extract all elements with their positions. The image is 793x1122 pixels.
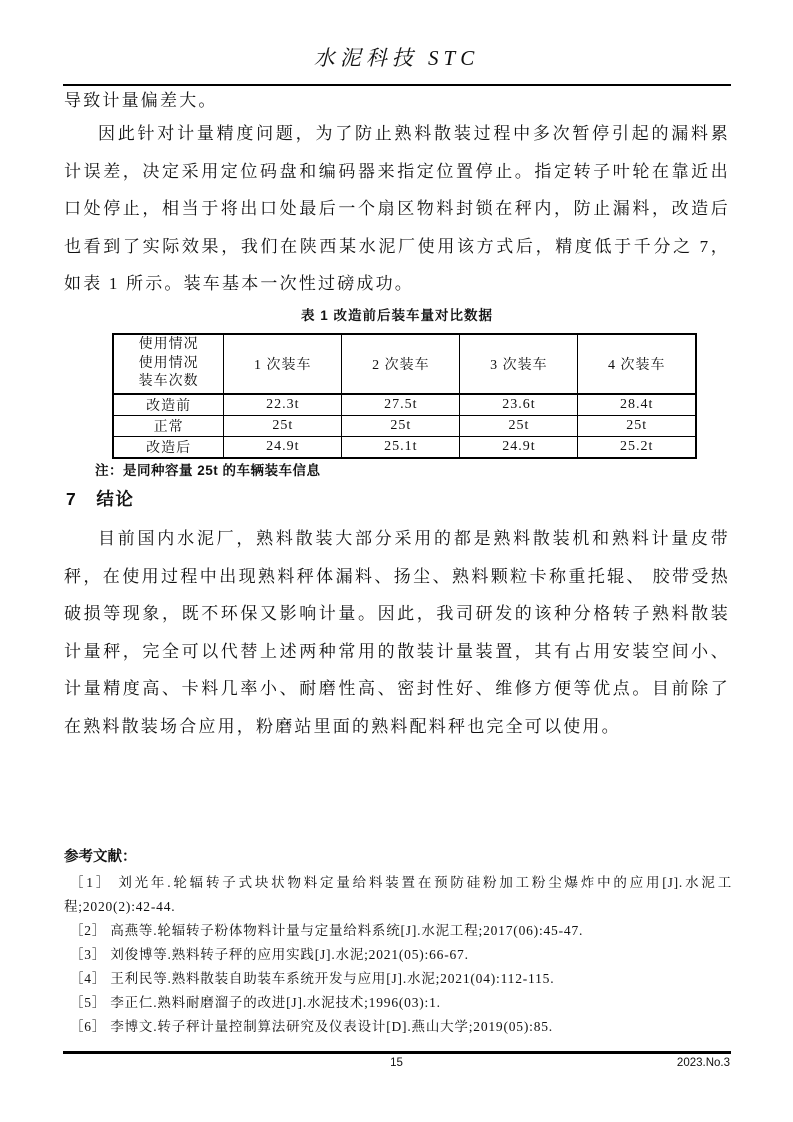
header-line: 使用情况 (138, 355, 199, 371)
table-cell: 25.2t (578, 437, 696, 459)
reference-item: ［5］ 李正仁.熟料耐磨溜子的改进[J].水泥技术;1996(03):1. (70, 995, 441, 1010)
table-cell: 28.4t (578, 394, 696, 416)
comparison-table (112, 333, 697, 459)
reference-item: ［1］ 刘光年.轮辐转子式块状物料定量给料装置在预防硅粉加工粉尘爆炸中的应用[J].水泥工程;2020(2):42-44. (64, 875, 732, 914)
footer-divider (63, 1051, 731, 1054)
table-cell: 25t (224, 416, 342, 437)
table-cell: 25t (460, 416, 578, 437)
comparison-table-wrap (112, 333, 697, 459)
row-label-cell: 正常 (113, 416, 224, 437)
table-header-cell: 4 次装车 (578, 334, 696, 394)
references-title: 参考文献： (64, 849, 137, 865)
table-cell: 23.6t (460, 394, 578, 416)
table-note: 注：是同种容量 25t 的车辆装车信息 (95, 463, 321, 478)
row-label-cell: 改造前 (113, 394, 224, 416)
reference-item: ［2］ 高燕等.轮辐转子粉体物料计量与定量给料系统[J].水泥工程;2017(06):45-47. (70, 923, 584, 938)
table-header-cell (113, 334, 224, 394)
table-cell: 25t (578, 416, 696, 437)
table-row (113, 416, 696, 437)
table-cell: 24.9t (460, 437, 578, 459)
page-number: 15 (390, 1057, 403, 1069)
table-row (113, 437, 696, 459)
table-header-cell: 3 次装车 (460, 334, 578, 394)
header-line: 使用情况 (138, 337, 199, 353)
section-heading: 7 结论 (66, 489, 135, 509)
table-caption: 表 1 改造前后装车量对比数据 (300, 308, 493, 323)
reference-item: ［6］ 李博文.转子秤计量控制算法研究及仪表设计[D].燕山大学;2019(05):85. (70, 1019, 553, 1034)
paragraph-1: 因此针对计量精度问题，为了防止熟料散装过程中多次暂停引起的漏料累计误差，决定采用定位码盘和编码器来指定位置停止。指定转子叶轮在靠近出口处停止，相当于将出口处最后一个扇区物料封锁在秤内，防止漏料，改造后也看到了实际效果，我们在陕西某水泥厂使用该方式后，精度低于千分之 7，如表 1 所示。装车基本一次性过磅成功。 (64, 124, 730, 293)
table-cell: 25t (342, 416, 460, 437)
table-header-cell: 2 次装车 (342, 334, 460, 394)
table-header-row (113, 334, 696, 394)
row-label-cell: 改造后 (113, 437, 224, 459)
reference-item: ［4］ 王利民等.熟料散装自助装车系统开发与应用[J].水泥;2021(04):112-115. (70, 971, 555, 986)
journal-title: 水泥科技 STC (313, 46, 480, 70)
table-cell: 22.3t (224, 394, 342, 416)
issue-number: 2023.No.3 (676, 1057, 730, 1069)
table-cell: 24.9t (224, 437, 342, 459)
table-cell: 27.5t (342, 394, 460, 416)
table-row (113, 394, 696, 416)
header-divider (63, 84, 731, 86)
table-cell: 25.1t (342, 437, 460, 459)
reference-item: ［3］ 刘俊博等.熟料转子秤的应用实践[J].水泥;2021(05):66-67. (70, 947, 469, 962)
header-line: 装车次数 (138, 374, 199, 390)
references-list (64, 871, 732, 1039)
paragraph-2: 目前国内水泥厂，熟料散装大部分采用的都是熟料散装机和熟料计量皮带秤，在使用过程中出现熟料秤体漏料、扬尘、熟料颗粒卡称重托辊、 胶带受热破损等现象，既不环保又影响计量。因此，我司研发的该种分格转子熟料散装计量秤，完全可以代替上述两种常用的散装计量装置，其有占用安装空间小、计量精度高、卡料几率小、耐磨性高、密封性好、维修方便等优点。目前除了在熟料散装场合应用，粉磨站里面的熟料配料秤也完全可以使用。 (64, 529, 730, 736)
table-header-cell: 1 次装车 (224, 334, 342, 394)
paragraph-lead: 导致计量偏差大。 (64, 91, 218, 110)
